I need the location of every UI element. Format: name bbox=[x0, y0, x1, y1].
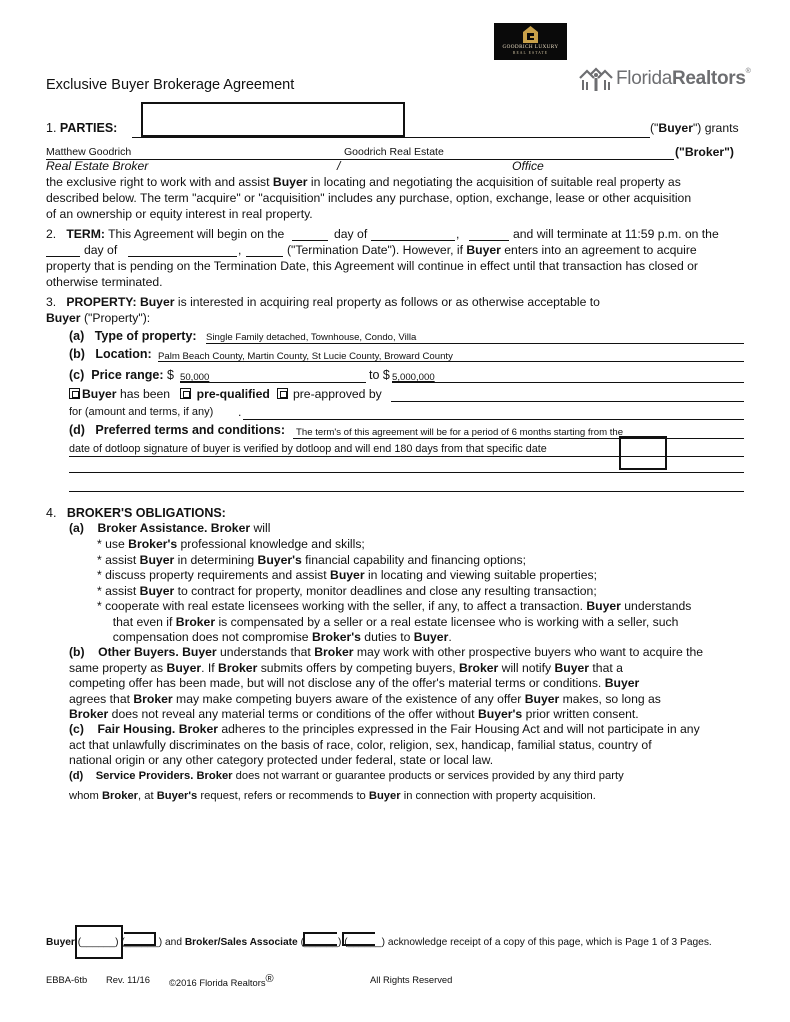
text-comma-2: , bbox=[238, 243, 242, 257]
buyer-name-underline bbox=[132, 137, 650, 138]
section2-title: TERM: bbox=[66, 227, 105, 241]
buyer-initials-1: (______) bbox=[77, 937, 119, 948]
section2-line1: 2. TERM: This Agreement will begin on the bbox=[46, 227, 285, 241]
label-office: Office bbox=[512, 159, 544, 173]
logo-brokerage-line1: GOODRICH LUXURY bbox=[502, 44, 559, 50]
preapproved-checkbox[interactable] bbox=[277, 388, 288, 399]
other-buyers-line: same property as Buyer. If Broker submits offers by competing buyers, Broker will notify Buyer that a bbox=[69, 660, 623, 675]
section1-title: PARTIES: bbox=[59, 121, 118, 135]
rights-reserved: All Rights Reserved bbox=[370, 974, 453, 985]
assistance-bullet: * assist Buyer to contract for property, monitor deadlines and close any resulting transaction; bbox=[97, 583, 597, 598]
section1-paragraph-line3: of an ownership or equity interest in real property. bbox=[46, 207, 313, 221]
buyer-checkbox[interactable] bbox=[69, 388, 80, 399]
section2-line3: property that is pending on the Termination Date, this Agreement will continue in effect until that transaction has closed or bbox=[46, 259, 698, 273]
goodrich-luxury-logo bbox=[494, 23, 567, 60]
initial-box[interactable] bbox=[619, 436, 667, 470]
end-year-field[interactable] bbox=[246, 256, 283, 257]
price-range-label: (c) Price range: $ bbox=[69, 368, 174, 382]
location-underline bbox=[158, 361, 744, 362]
section3-line2: Buyer ("Property"): bbox=[46, 311, 151, 325]
logo-reg-mark: ® bbox=[745, 68, 751, 75]
initials-buyer-label: Buyer bbox=[46, 937, 75, 948]
realtors-houses-icon bbox=[578, 66, 614, 94]
preapproved-by-field[interactable] bbox=[391, 401, 744, 402]
label-real-estate-broker: Real Estate Broker bbox=[46, 159, 149, 173]
price-from-underline bbox=[180, 382, 366, 383]
text-day-of: day of bbox=[334, 227, 368, 241]
document-title: Exclusive Buyer Brokerage Agreement bbox=[46, 77, 295, 93]
assistance-bullet: * cooperate with real estate licensees working with the seller, if any, to affect a transaction. Buyer understands bbox=[97, 599, 692, 613]
text-terminate: and will terminate at 11:59 p.m. on the bbox=[513, 227, 719, 241]
broker-initials-2: (______) bbox=[344, 937, 385, 948]
copyright: ©2016 Florida Realtors® bbox=[169, 973, 274, 989]
other-buyers-line: Broker does not reveal any material terms or conditions of the offer without Buyer's prior written consent. bbox=[69, 707, 639, 721]
location-label: (b) Location: bbox=[69, 347, 152, 361]
terms-underline-1 bbox=[293, 438, 744, 439]
price-to-prefix: to $ bbox=[369, 368, 390, 382]
goodrich-g-mark-icon bbox=[523, 26, 538, 43]
assistance-bullet: * use Broker's professional knowledge and skills; bbox=[97, 537, 365, 551]
logo-brokerage-line2: REAL ESTATE bbox=[512, 51, 549, 55]
other-buyers-line: agrees that Broker may make competing buyers aware of the existence of any offer Buyer makes, so long as bbox=[69, 691, 661, 706]
price-to-value[interactable]: 5,000,000 bbox=[392, 372, 435, 383]
price-to-underline bbox=[392, 382, 744, 383]
office-name-field[interactable]: Goodrich Real Estate bbox=[344, 146, 444, 158]
terms-underline-4 bbox=[69, 491, 744, 492]
begin-year-field[interactable] bbox=[469, 240, 509, 241]
text-comma: , bbox=[456, 227, 460, 241]
initials-row: Buyer (______) (______) and Broker/Sales Associate (______) (______) acknowledge receipt of a copy of this page, which is Page 1 of 3 Pages. bbox=[46, 937, 712, 948]
initials-broker-label: Broker/Sales Associate bbox=[184, 937, 298, 948]
section4-title: BROKER'S OBLIGATIONS: bbox=[66, 506, 226, 520]
begin-day-field[interactable] bbox=[292, 240, 328, 241]
buyer-initials-box-1[interactable] bbox=[75, 925, 123, 959]
termination-date-text: ("Termination Date"). However, if Buyer enters into an agreement to acquire bbox=[287, 243, 697, 257]
preferred-terms-value-1[interactable]: The term's of this agreement will be for a period of 6 months starting from the bbox=[296, 427, 624, 438]
form-code: EBBA-6tb bbox=[46, 974, 88, 985]
prequal-row: Buyer has been pre-qualified pre-approved by bbox=[69, 387, 382, 402]
service-providers-line: (d) Service Providers. Broker does not warrant or guarantee products or services provided by any third party bbox=[69, 770, 624, 782]
section3-line1: 3. PROPERTY: Buyer is interested in acquiring real property as follows or as otherwise acceptable to bbox=[46, 295, 600, 309]
revision: Rev. 11/16 bbox=[106, 974, 150, 985]
broker-name-field[interactable]: Matthew Goodrich bbox=[46, 146, 132, 158]
end-month-field[interactable] bbox=[128, 256, 237, 257]
service-providers-line: whom Broker, at Buyer's request, refers or recommends to Buyer in connection with property acquisition. bbox=[69, 790, 596, 802]
end-day-field[interactable] bbox=[46, 256, 80, 257]
fair-housing-line: (c) Fair Housing. Broker adheres to the principles expressed in the Fair Housing Act and will not participate in any bbox=[69, 722, 700, 736]
assistance-bullet: that even if Broker is compensated by a seller or a real estate licensee who is working with a seller, such bbox=[106, 614, 679, 629]
buyer-initials-2: (______) bbox=[121, 937, 163, 948]
section1-paragraph-line1: the exclusive right to work with and assist Buyer in locating and negotiating the acquisition of suitable real property as bbox=[46, 175, 681, 189]
price-from-value[interactable]: 50,000 bbox=[180, 372, 210, 383]
section1-number: 1. bbox=[46, 121, 57, 135]
type-of-property-label: (a) Type of property: bbox=[69, 329, 197, 343]
assistance-bullet: compensation does not compromise Broker's duties to Buyer. bbox=[106, 630, 452, 644]
prequalified-checkbox[interactable] bbox=[180, 388, 191, 399]
logo-florida: Florida bbox=[616, 68, 672, 89]
broker-initials-box-2[interactable] bbox=[342, 932, 375, 946]
section3-title: PROPERTY: bbox=[66, 295, 137, 309]
buyer-initials-box-2[interactable] bbox=[124, 932, 156, 946]
other-buyers-line: competing offer has been made, but will not disclose any of the offer's material terms or conditions. Buyer bbox=[69, 676, 640, 690]
acknowledge-text: acknowledge receipt of a copy of this page, which is Page 1 of 3 Pages. bbox=[387, 937, 712, 948]
location-value[interactable]: Palm Beach County, Martin County, St Lucie County, Broward County bbox=[158, 351, 453, 362]
begin-month-field[interactable] bbox=[371, 240, 455, 241]
type-of-property-value[interactable]: Single Family detached, Townhouse, Condo, Villa bbox=[206, 332, 417, 343]
terms-underline-3 bbox=[69, 472, 744, 473]
logo-realtors: Realtors bbox=[671, 68, 746, 89]
broker-assistance-heading: (a) Broker Assistance. Broker will bbox=[69, 521, 271, 535]
other-buyers-line: (b) Other Buyers. Buyer understands that Broker may work with other prospective buyers who want to acquire the bbox=[69, 645, 704, 659]
broker-initials-1: (______) bbox=[300, 937, 342, 948]
for-amount-value[interactable]: . bbox=[238, 405, 242, 419]
fair-housing-line: act that unlawfully discriminates on the basis of race, color, religion, sex, handicap, familial status, country of bbox=[69, 737, 652, 752]
preferred-terms-label: (d) Preferred terms and conditions: bbox=[69, 423, 286, 437]
type-underline bbox=[206, 343, 744, 344]
section1-heading bbox=[46, 121, 117, 136]
buyer-grants-text: ("Buyer") grants bbox=[650, 121, 739, 135]
for-amount-underline bbox=[243, 419, 744, 420]
buyer-name-field[interactable] bbox=[141, 102, 405, 137]
section1-paragraph-line2: described below. The term "acquire" or "acquisition" includes any purchase, option, exchange, lease or other acquisition bbox=[46, 191, 692, 205]
section2-line4: otherwise terminated. bbox=[46, 275, 163, 289]
text-day-of-2: day of bbox=[84, 243, 118, 257]
for-amount-label: for (amount and terms, if any) bbox=[69, 406, 214, 418]
broker-suffix: ("Broker") bbox=[675, 145, 734, 159]
assistance-bullet: * assist Buyer in determining Buyer's financial capability and financing options; bbox=[97, 552, 527, 567]
preferred-terms-value-2[interactable]: date of dotloop signature of buyer is verified by dotloop and will end 180 days from that specific date bbox=[69, 443, 547, 455]
assistance-bullet: * discuss property requirements and assist Buyer in locating and viewing suitable properties; bbox=[97, 568, 597, 582]
label-slash: / bbox=[337, 159, 341, 173]
fair-housing-line: national origin or any other category protected under federal, state or local law. bbox=[69, 753, 494, 767]
broker-initials-box-1[interactable] bbox=[303, 932, 337, 946]
section4-heading: 4. BROKER'S OBLIGATIONS: bbox=[46, 506, 226, 520]
